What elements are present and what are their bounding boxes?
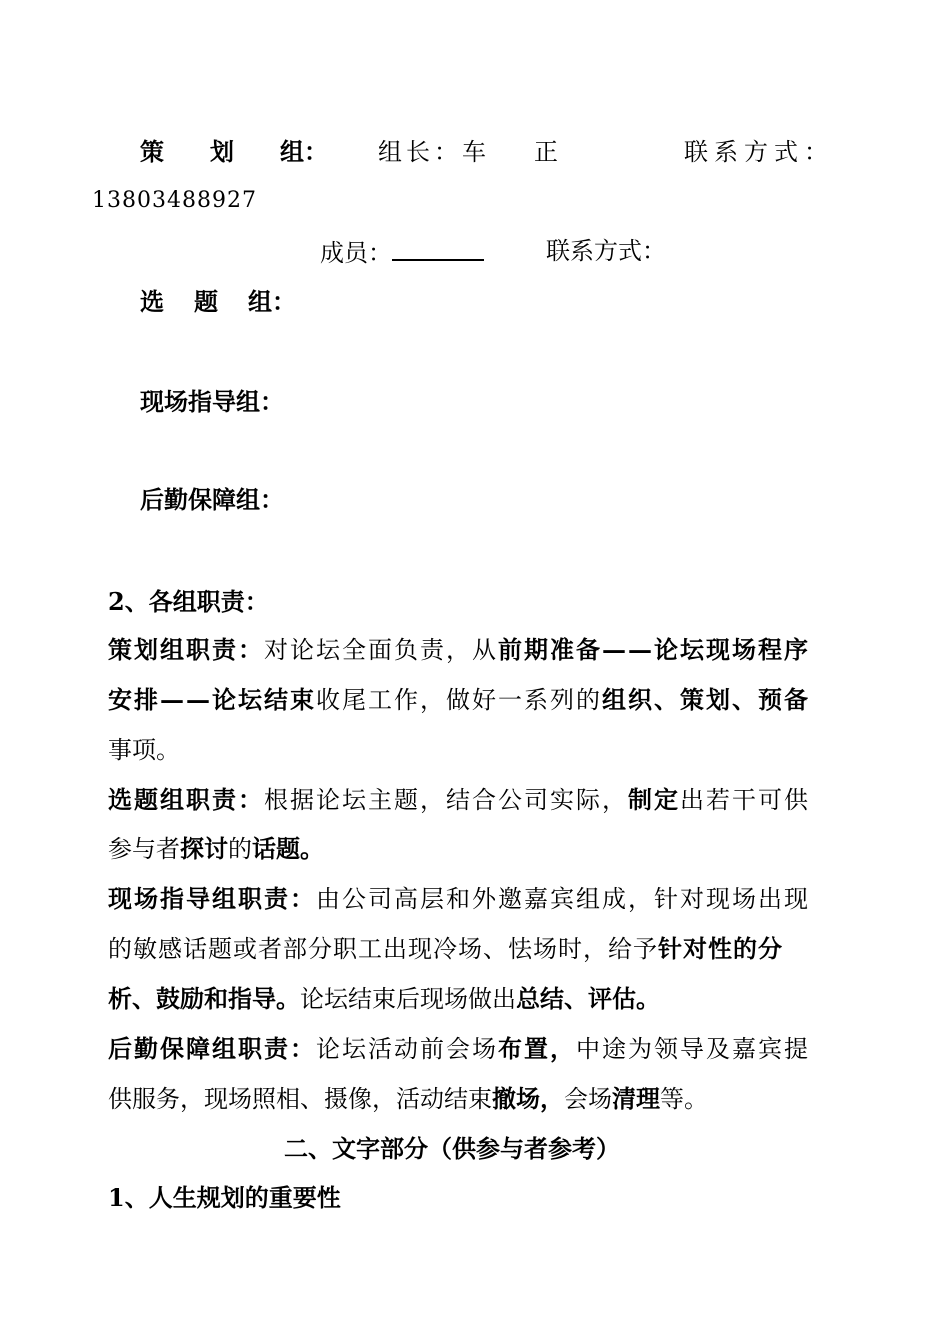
- section-title: 二、文字部分（供参与者参考）: [284, 1134, 620, 1163]
- duty-emphasis: 针对性的分: [658, 934, 783, 963]
- planning-contact-label: 联系方式：: [684, 138, 834, 166]
- duty-emphasis: 总结、评估。: [516, 984, 660, 1013]
- planning-leader: [378, 134, 562, 170]
- duty-text: 的敏感话题或者部分职工出现冷场、怯场时，给予: [108, 935, 658, 963]
- duty-text: 参与者: [108, 835, 180, 863]
- leader-name-char: 正: [534, 138, 562, 166]
- duty-emphasis: 析、鼓励和指导。: [108, 984, 300, 1013]
- duty-emphasis: 组织、策划、预备: [602, 685, 810, 714]
- duty-emphasis: 安排——论坛结束: [108, 685, 316, 714]
- onsite-group-label: 现场指导组：: [140, 387, 284, 416]
- duty-label: 策划组职责：: [108, 635, 264, 664]
- onsite-duty-line-2: [108, 931, 783, 967]
- duty-text: 对论坛全面负责，从: [264, 636, 498, 664]
- duty-text: 出若干可供: [680, 786, 810, 814]
- char: 选: [140, 287, 164, 316]
- topic-duty-line-1: [108, 782, 810, 818]
- duty-text: 论坛结束后现场做出: [300, 985, 516, 1013]
- topic-duty-line-2: [108, 831, 324, 867]
- members-contact-label: 联系方式：: [546, 237, 666, 265]
- planning-phone: 13803488927: [92, 188, 257, 213]
- duty-emphasis: 撤场，: [492, 1084, 564, 1113]
- duty-text: 会场: [564, 1085, 612, 1113]
- leader-name-char: 车: [462, 138, 490, 166]
- char: 组：: [280, 137, 328, 166]
- section-subtitle: 1、人生规划的重要性: [108, 1183, 341, 1212]
- logistics-group-label: 后勤保障组：: [140, 485, 284, 514]
- duty-emphasis: 话题。: [252, 834, 324, 863]
- duty-text: 收尾工作，做好一系列的: [316, 686, 602, 714]
- planning-duty-line-3: 事项。: [108, 736, 180, 764]
- planning-group-label: [140, 134, 328, 170]
- duty-text: 等。: [660, 1085, 708, 1113]
- duties-heading: 2、各组职责：: [108, 587, 269, 616]
- duty-label: 现场指导组职责：: [108, 884, 316, 913]
- char: 组：: [248, 287, 296, 316]
- duty-emphasis: 探讨: [180, 834, 228, 863]
- char: 题: [194, 287, 218, 316]
- topic-group-label: [140, 284, 296, 320]
- duty-text: 根据论坛主题，结合公司实际，: [264, 786, 628, 814]
- logistics-duty-line-2: [108, 1081, 708, 1117]
- char: 划: [210, 137, 234, 166]
- leader-label: 组长：: [378, 138, 462, 166]
- char: 策: [140, 137, 164, 166]
- members-line: [320, 233, 484, 269]
- duty-emphasis: 前期准备——论坛现场程序: [498, 635, 810, 664]
- planning-duty-line-2: [108, 682, 810, 718]
- duty-label: 选题组职责：: [108, 785, 264, 814]
- logistics-duty-line-1: [108, 1031, 810, 1067]
- duty-text: 论坛活动前会场: [316, 1035, 498, 1063]
- duty-emphasis: 布置，: [498, 1034, 576, 1063]
- members-blank: [392, 233, 484, 261]
- duty-text: 供服务，现场照相、摄像，活动结束: [108, 1085, 492, 1113]
- onsite-duty-line-1: [108, 881, 810, 917]
- duty-text: 中途为领导及嘉宾提: [576, 1035, 810, 1063]
- planning-duty-line-1: [108, 632, 810, 668]
- duty-emphasis: 制定: [628, 785, 680, 814]
- onsite-duty-line-3: [108, 981, 660, 1017]
- duty-text: 由公司高层和外邀嘉宾组成，针对现场出现: [316, 885, 810, 913]
- duty-text: 的: [228, 835, 252, 863]
- members-label: 成员：: [320, 239, 392, 267]
- duty-emphasis: 清理: [612, 1084, 660, 1113]
- duty-label: 后勤保障组职责：: [108, 1034, 316, 1063]
